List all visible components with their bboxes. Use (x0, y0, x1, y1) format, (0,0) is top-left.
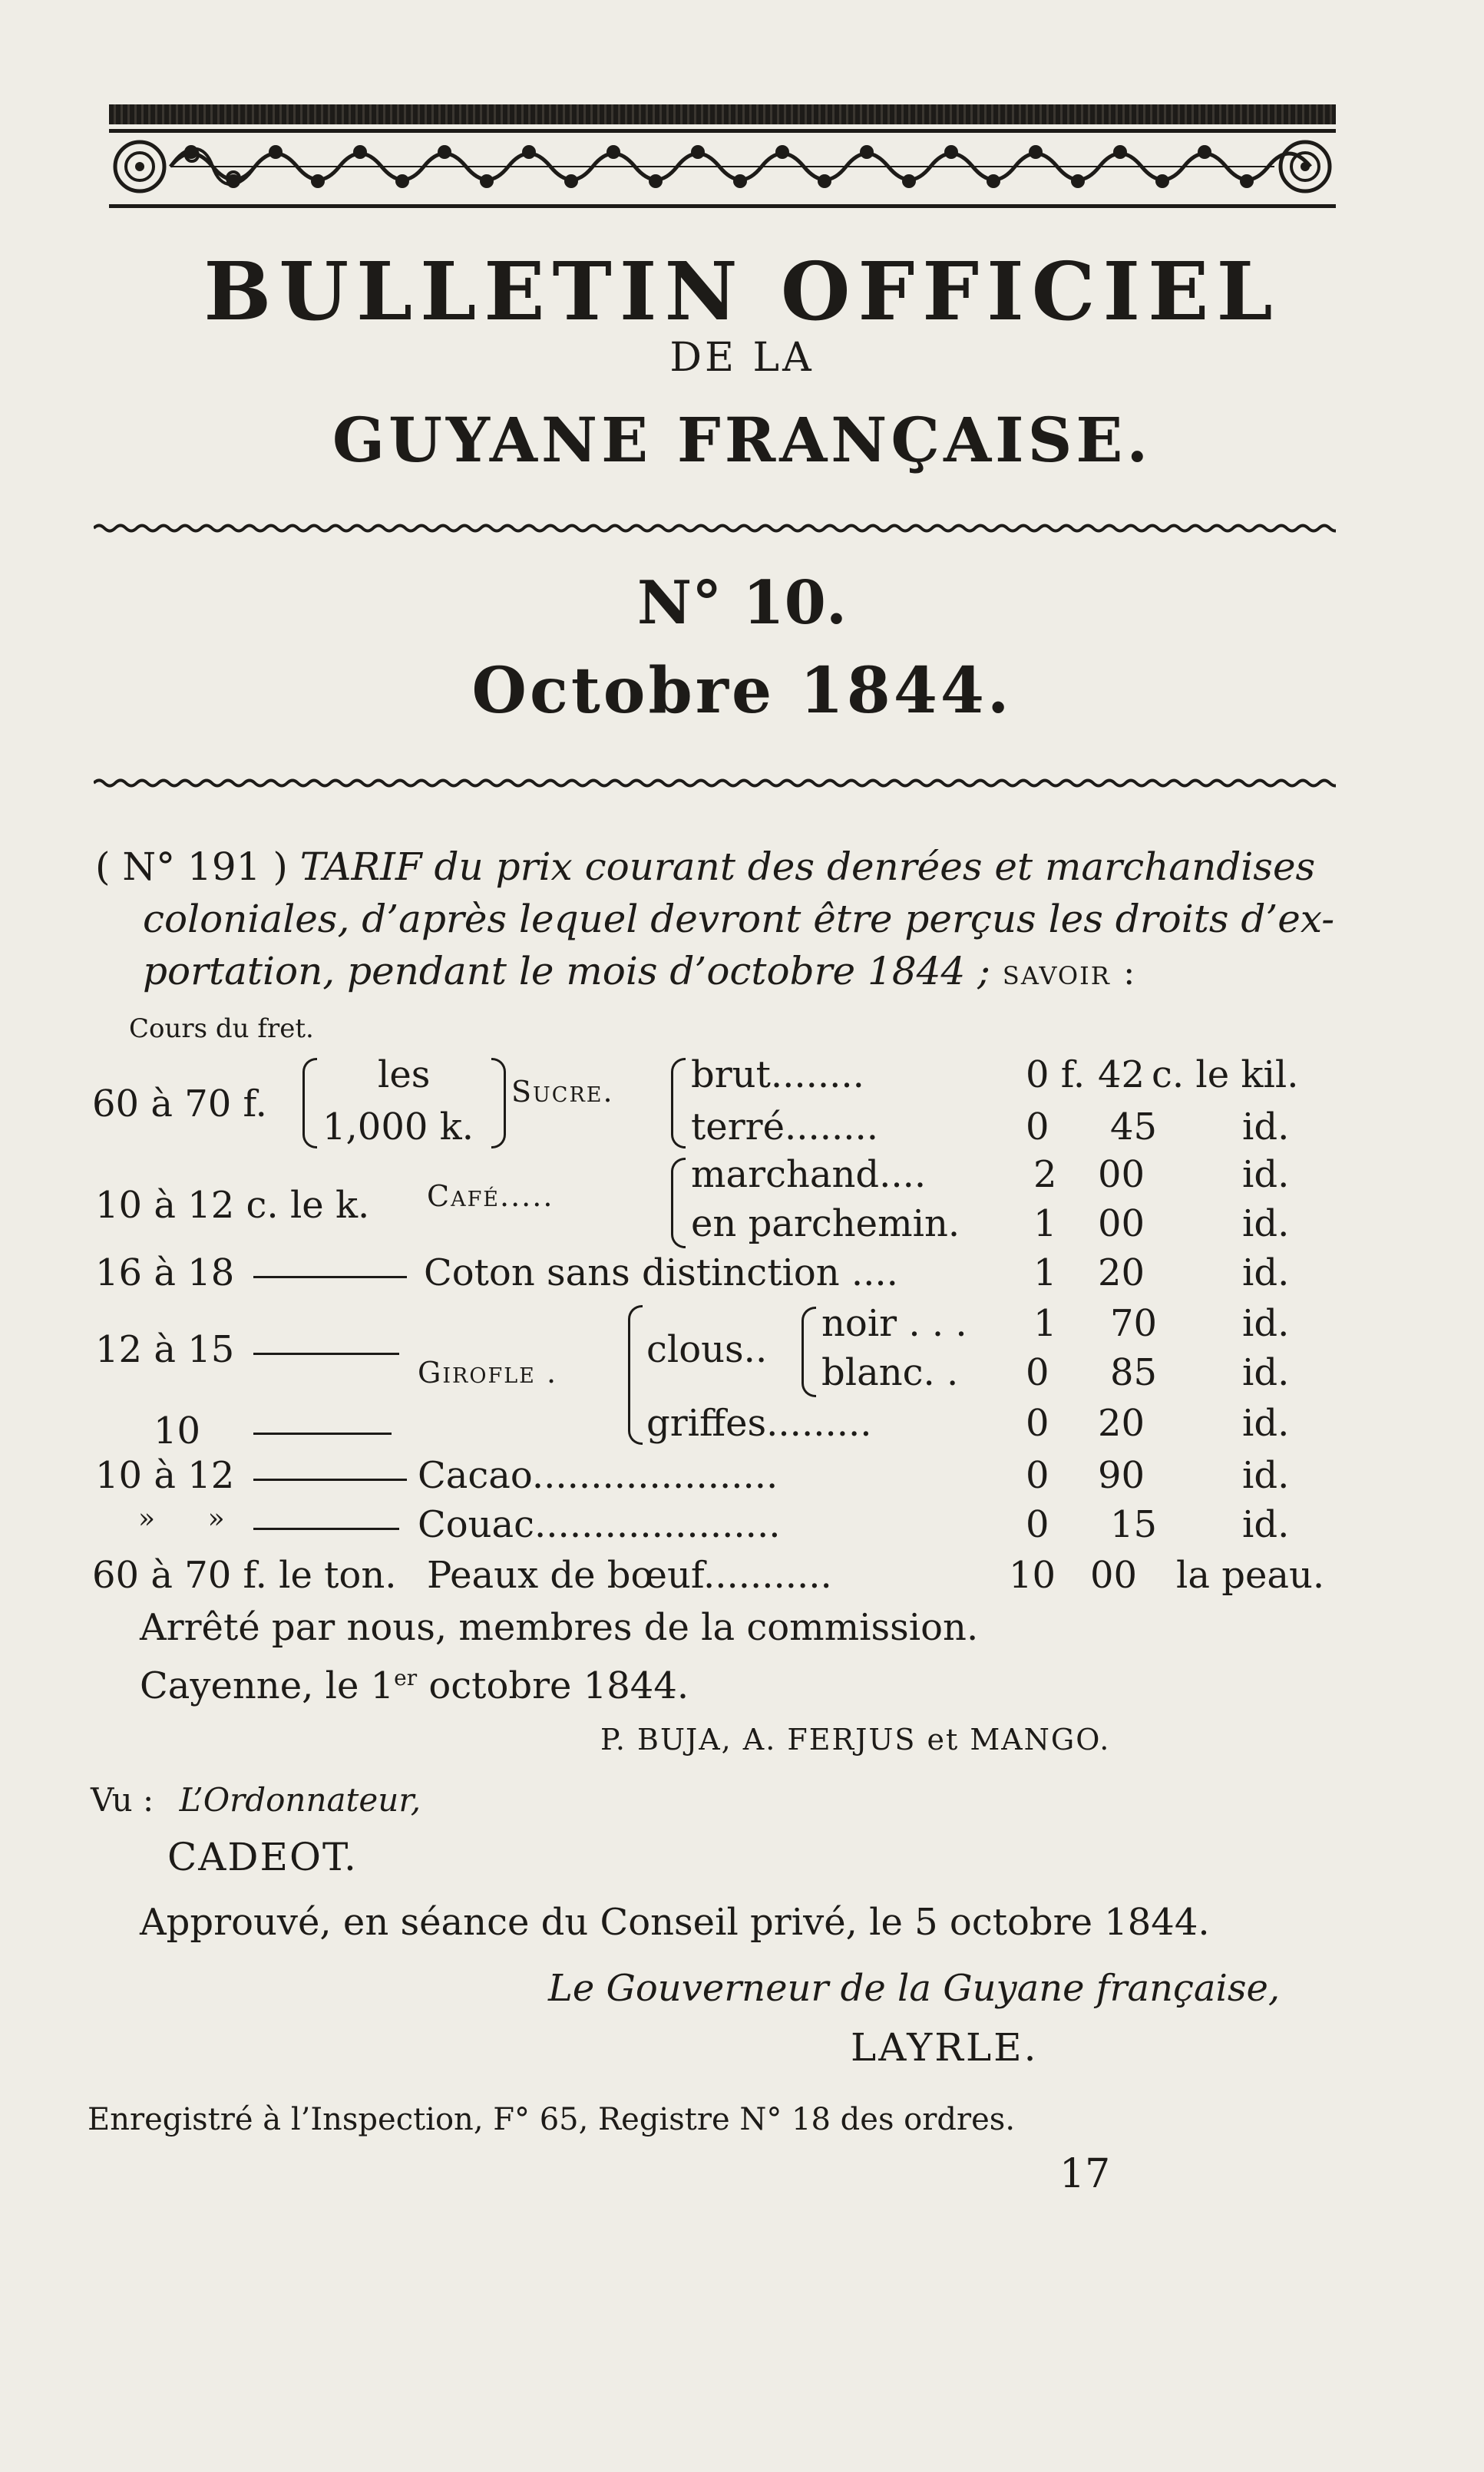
couac-f: 0 (1026, 1503, 1049, 1546)
coton-freight: 16 à 18 (95, 1251, 235, 1294)
cafe-freight: 10 à 12 c. le k. (95, 1184, 370, 1227)
sucre-terre-c: 45 (1110, 1105, 1158, 1148)
sucre-unit-bottom: 1,000 k. (322, 1105, 474, 1148)
arrete-text: Arrêté par nous, membres de la commission. (140, 1606, 979, 1649)
girofle-griffes-f: 0 (1026, 1402, 1049, 1445)
bulletin-territory: GUYANE FRANÇAISE. (332, 404, 1152, 476)
intro-text-3: portation, pendant le mois d’octobre 1844 ; (143, 949, 991, 993)
decree-number: ( N° 191 ) (95, 844, 288, 889)
coton-unit: id. (1242, 1251, 1290, 1294)
vu-label: Vu : (91, 1781, 154, 1819)
cafe-parchemin-label: en parchemin. (691, 1202, 960, 1245)
ditto-dash (253, 1276, 407, 1278)
vu-line (91, 1781, 421, 1819)
sucre-unit-top: les (378, 1053, 431, 1096)
intro-line-1 (95, 840, 1315, 894)
brace-icon (302, 1058, 317, 1148)
bulletin-subtitle: DE LA (669, 335, 815, 381)
peaux-freight: 60 à 70 f. le ton. (92, 1554, 397, 1597)
wavy-separator-icon (94, 523, 1336, 533)
approuve-text: Approuvé, en séance du Conseil privé, le 5 octobre 1844. (140, 1901, 1210, 1944)
cafe-parchemin-c: 00 (1098, 1202, 1145, 1245)
girofle-noir-unit: id. (1242, 1302, 1290, 1345)
coton-name: Coton sans distinction .... (424, 1251, 898, 1294)
cacao-name: Cacao..................... (418, 1454, 778, 1497)
girofle-freight-2: 10 (154, 1410, 201, 1452)
peaux-unit: la peau. (1176, 1554, 1325, 1597)
cacao-f: 0 (1026, 1454, 1049, 1497)
girofle-griffes-unit: id. (1242, 1402, 1290, 1445)
girofle-freight-1: 12 à 15 (95, 1328, 235, 1371)
brace-icon (491, 1058, 506, 1148)
girofle-name: Girofle . (418, 1356, 558, 1390)
ditto-dash (253, 1528, 399, 1530)
girofle-blanc-f: 0 (1026, 1351, 1049, 1394)
intro-line-2: coloniales, d’après lequel devront être perçus les droits d’ex- (143, 897, 1335, 941)
cacao-unit: id. (1242, 1454, 1290, 1497)
enregistre-text: Enregistré à l’Inspection, F° 65, Registre N° 18 des ordres. (88, 2102, 1016, 2137)
header-rule-upper (109, 129, 1336, 133)
bulletin-title: BULLETIN OFFICIEL (203, 244, 1281, 339)
girofle-griffes-label: griffes......... (646, 1402, 872, 1445)
separator-lower (94, 777, 1336, 788)
sucre-brut-c: 42 (1098, 1053, 1145, 1096)
vu-name: CADEOT. (167, 1835, 358, 1879)
freight-header: Cours du fret. (129, 1013, 314, 1044)
coton-c: 20 (1098, 1251, 1145, 1294)
couac-freight: » » (138, 1503, 225, 1535)
girofle-noir-label: noir . . . (821, 1302, 967, 1345)
sucre-name: Sucre. (511, 1075, 614, 1109)
girofle-blanc-c: 85 (1110, 1351, 1158, 1394)
cafe-marchand-f: 2 (1033, 1153, 1057, 1196)
sucre-terre-label: terré........ (691, 1105, 879, 1148)
place-date-post: octobre 1844. (417, 1664, 689, 1707)
sucre-freight: 60 à 70 f. (92, 1082, 267, 1125)
cacao-c: 90 (1098, 1454, 1145, 1497)
issue-number: N° 10. (636, 568, 848, 638)
cafe-marchand-unit: id. (1242, 1153, 1290, 1196)
separator-upper (94, 522, 1336, 533)
peaux-name: Peaux de bœuf........... (427, 1554, 832, 1597)
couac-unit: id. (1242, 1503, 1290, 1546)
place-date-sup: er (394, 1665, 418, 1690)
commission-signatures: P. BUJA, A. FERJUS et MANGO. (600, 1723, 1111, 1757)
brace-icon (628, 1305, 643, 1445)
girofle-griffes-c: 20 (1098, 1402, 1145, 1445)
couac-c: 15 (1110, 1503, 1158, 1546)
place-date (140, 1664, 689, 1707)
savoir-label: savoir : (1002, 952, 1137, 993)
sucre-terre-unit: id. (1242, 1105, 1290, 1148)
cafe-parchemin-unit: id. (1242, 1202, 1290, 1245)
coton-f: 1 (1033, 1251, 1057, 1294)
gouverneur-name: LAYRLE. (851, 2025, 1039, 2070)
brace-icon (671, 1158, 686, 1248)
cacao-freight: 10 à 12 (95, 1454, 235, 1497)
gouverneur-title: Le Gouverneur de la Guyane française, (548, 1967, 1281, 2010)
brace-icon (801, 1307, 816, 1397)
cafe-marchand-label: marchand.... (691, 1153, 927, 1196)
ornament-vines-icon (109, 135, 1336, 198)
peaux-c: 00 (1090, 1554, 1138, 1597)
sucre-brut-unit: c. le kil. (1152, 1053, 1299, 1096)
cafe-marchand-c: 00 (1098, 1153, 1145, 1196)
ditto-dash (253, 1353, 399, 1355)
brace-icon (671, 1058, 686, 1148)
sucre-terre-f: 0 (1026, 1105, 1049, 1148)
sucre-brut-label: brut........ (691, 1053, 864, 1096)
page-number: 17 (1059, 2151, 1111, 2197)
vu-title: L’Ordonnateur, (179, 1781, 421, 1819)
header-ornament-band (109, 135, 1336, 198)
girofle-blanc-label: blanc. . (821, 1351, 959, 1394)
header-rule-thick (109, 104, 1336, 124)
ditto-dash (253, 1433, 392, 1435)
header-rule-lower (109, 204, 1336, 208)
cafe-parchemin-f: 1 (1033, 1202, 1057, 1245)
intro-line-3 (143, 944, 1136, 1000)
wavy-separator-icon (94, 778, 1336, 788)
ditto-dash (253, 1479, 407, 1481)
couac-name: Couac..................... (418, 1503, 781, 1546)
cafe-name: Café..... (427, 1179, 554, 1213)
girofle-clous: clous.. (646, 1328, 768, 1371)
place-date-pre: Cayenne, le 1 (140, 1664, 395, 1707)
peaux-f: 10 (1009, 1554, 1056, 1597)
issue-month: Octobre 1844. (471, 654, 1013, 728)
girofle-noir-c: 70 (1110, 1302, 1158, 1345)
intro-text-1: TARIF du prix courant des denrées et marchandises (299, 844, 1316, 889)
girofle-blanc-unit: id. (1242, 1351, 1290, 1394)
girofle-noir-f: 1 (1033, 1302, 1057, 1345)
sucre-brut-f: 0 f. (1026, 1053, 1086, 1096)
